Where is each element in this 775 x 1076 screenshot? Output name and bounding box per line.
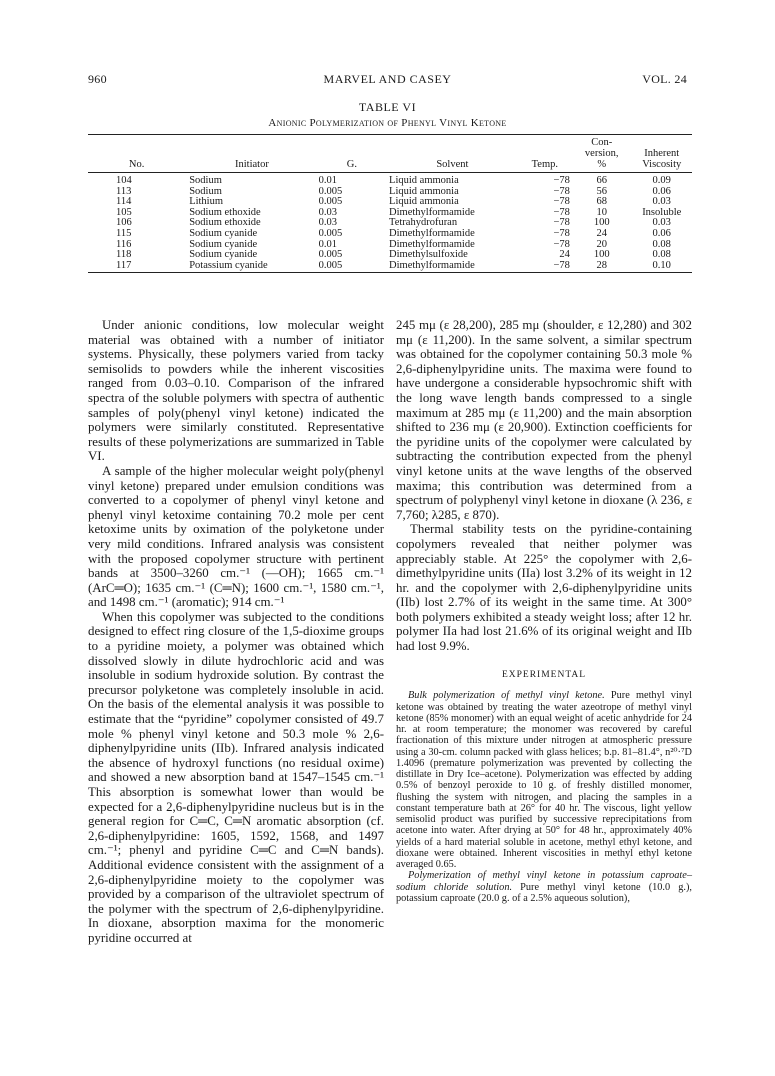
table-row [88,261,692,273]
cell-temp: −78 [553,227,570,239]
cell-solvent: Liquid ammonia [389,196,459,208]
cell-initiator: Sodium cyanide [189,238,258,250]
body-paragraph: Thermal stability tests on the pyridine-containing copolymers revealed that neither polymer was appreciably stable. At 225° the copolymer with 2,6-dimethylpyridine units (IIa) lost 3.2% of its weight in 12 hr. and the copolymer with 2,6-diphenylpyridine units (IIb) lost 2.7% of its weight in the same time. At 300° both polymers exhibited a steady weight loss; after 12 hr. polymer IIa had lost 21.6% of its original weight and IIb had lost 9.9%. [396,522,692,654]
experimental-text: Pure methyl vinyl ketone was obtained by treating the water azeotrope of methyl vinyl ketone (85% monomer) with an equal weight of acetic anhydride for 24 hr. at room temperature; the monomer was recovered by careful fractionation of this mixture under nitrogen at atmospheric pressure using a 30-cm. column packed with glass helices; b.p. 81–81.4°, n²⁰·⁷D 1.4096 (premature polymerization was prevented by collecting the distillate in Dry Ice–acetone). Polymerization was effected by adding 0.5% of benzoyl peroxide to 10 g. of freshly distilled monomer, flushing the system with nitrogen, and placing the samples in a constant temperature bath at 26° for 40 hr. The viscous, light yellow semisolid product was purified by successive reprecipitations from acetone into water. After drying at 50° for 48 hr., approximately 40% yields of a hard material soluble in acetone, methyl ethyl ketone, and dioxane were obtained. Inherent viscosities in methyl ethyl ketone averaged 0.65. [396,690,692,870]
body-paragraph: 245 mμ (ε 28,200), 285 mμ (shoulder, ε 12,280) and 302 mμ (ε 11,200). In the same solvent, a similar spectrum was obtained for the copolymer containing 50.3 mole % 2,6-diphenylpyridine units. The maxima were found to have undergone a considerable hypsochromic shift with the long wave length bands compressed to a single maximum at 285 mμ (ε 11,200) and the main absorption shifted to 236 mμ (ε 20,900). Extinction coefficients for the pyridine units of the copolymer were calculated by subtracting the contribution expected from the phenyl vinyl ketone units at the wave lengths of the observed maxima; this contribution was determined from a spectrum of polyphenyl vinyl ketone in dioxane (λ 236, ε 7,760; λ285, ε 870). [396,318,692,522]
table-row [88,173,692,187]
cell-initiator: Sodium [189,175,222,186]
table-header-row [88,135,692,173]
cell-no: 105 [116,206,132,218]
body-paragraph: When this copolymer was subjected to the conditions designed to effect ring closure of the 1,5-dioxime groups to a pyridine moiety, a polymer was obtained which dissolved slowly in dilute hydrochloric acid and was insoluble in sodium hydroxide solution. By contrast the precursor polyketone was completely insoluble in acid. On the basis of the elemental analysis it was possible to estimate that the “pyridine” copolymer consisted of 49.7 mole % phenyl vinyl ketone and 50.3 mole % 2,6-diphenylpyridine units (IIb). Infrared analysis indicated the absence of hydroxyl functions (no residual oxime) and showed a new absorption band at 1547–1545 cm.⁻¹ This absorption is somewhat lower than would be expected for a 2,6-diphenylpyridine nucleus but is in the general region for C═C, C═N aromatic absorption (cf. 2,6-diphenylpyridine: 1605, 1592, 1568, and 1497 cm.⁻¹; phenyl and pyridine C═C and C═N bands). Additional evidence consistent with the assignment of a 2,6-diphenylpyridine moiety to the copolymer was provided by a comparison of the ultraviolet spectrum of the polymer with the spectrum of 2,6-diphenylpyridine. In dioxane, absorption maxima for the monomeric pyridine occurred at [88,609,384,945]
experimental-section [396,690,692,904]
cell-viscosity: 0.10 [631,261,692,273]
header-viscosity-line2: Viscosity [642,159,682,170]
experimental-subheading: Bulk polymerization of methyl vinyl ketone. [408,690,605,702]
section-heading-experimental: EXPERIMENTAL [501,669,587,680]
experimental-text: Pure methyl vinyl ketone (10.0 g.), potassium caproate (20.0 g. of a 2.5% aqueous solution), [396,881,692,904]
cell-conversion: 100 [593,249,610,261]
cell-grams: 0.005 [318,227,343,239]
cell-grams: 0.03 [318,217,338,229]
cell-grams: 0.005 [318,196,343,208]
cell-grams: 0.005 [318,249,343,261]
header-solvent: Solvent [387,135,518,173]
cell-viscosity: Insoluble [642,206,682,218]
cell-solvent: Dimethylformamide [389,238,475,250]
cell-conversion: 20 [596,238,607,250]
page-number: 960 [88,72,107,86]
cell-no: 114 [116,196,132,208]
table-body [88,173,692,273]
cell-conversion: 56 [596,185,607,197]
cell-viscosity: 0.06 [652,185,671,197]
table-label: TABLE VI [358,100,417,114]
table-caption: Anionic Polymerization of Phenyl Vinyl Ketone [268,117,507,129]
body-paragraph: Under anionic conditions, low molecular weight material was obtained with a number of initiator systems. Physically, these polymers varied from tacky semisolids to powders while the inherent viscosities ranged from 0.03–0.10. Comparison of the infrared spectra of the soluble polymers with spectra of authentic samples of poly(phenyl vinyl ketone) indicated the polymers were similarly constituted. Representative results of these polymerizations are summarized in Table VI. [88,318,384,464]
cell-conversion: 24 [596,227,607,239]
cell-viscosity: 0.03 [652,196,671,208]
header-initiator: Initiator [187,135,316,173]
cell-temp: −78 [553,217,570,229]
left-column [88,318,384,946]
running-head [88,72,687,88]
experimental-paragraph [396,870,692,904]
header-temp: Temp. [518,135,572,173]
cell-no: 116 [116,238,132,250]
cell-no: 118 [116,249,132,261]
cell-temp: 24 [559,249,570,261]
table-row [88,229,692,240]
cell-temp: −78 [553,175,570,186]
right-column [396,318,692,904]
cell-solvent: Dimethylformamide [387,261,518,273]
cell-conversion: 68 [596,196,607,208]
cell-solvent: Dimethylformamide [389,206,475,218]
cell-temp: −78 [553,238,570,250]
cell-no: 106 [116,217,132,229]
header-viscosity-line1: Inherent [644,148,680,159]
experimental-subheading: Polymerization of methyl vinyl ketone in potassium caproate–sodium chloride solution. [396,870,692,893]
body-paragraph: A sample of the higher molecular weight poly(phenyl vinyl ketone) prepared under emulsion conditions was converted to a copolymer of phenyl vinyl ketone and phenyl vinyl ketoxime containing 70.2 mole per cent ketoxime units by oximation of the polyketone under very mild conditions. Infrared analysis was consistent with the proposed copolymer structure with pertinent bands at 3500–3260 cm.⁻¹ (—OH); 1665 cm.⁻¹ (ArC═O); 1635 cm.⁻¹ (C═N); 1600 cm.⁻¹, 1580 cm.⁻¹, and 1498 cm.⁻¹ (aromatic); 914 cm.⁻¹ [88,463,384,610]
cell-solvent: Tetrahydrofuran [389,217,458,229]
cell-conversion: 28 [572,261,632,273]
cell-solvent: Dimethylsulfoxide [389,249,468,261]
cell-temp: −78 [518,261,572,273]
cell-grams: 0.005 [317,261,387,273]
cell-temp: −78 [553,196,570,208]
running-head-authors: MARVEL AND CASEY [323,72,452,86]
header-no: No. [88,135,187,173]
header-conversion-line2: version, [584,148,619,159]
header-viscosity [631,135,692,173]
cell-initiator: Sodium cyanide [189,227,258,239]
cell-grams: 0.005 [318,185,343,197]
cell-viscosity: 0.09 [652,175,671,186]
header-conversion-line1: Con- [591,137,613,148]
cell-no: 115 [116,227,132,239]
cell-viscosity: 0.03 [652,217,671,229]
cell-conversion: 10 [596,206,607,218]
experimental-paragraph [396,690,692,870]
cell-initiator: Sodium ethoxide [189,217,261,229]
cell-temp: −78 [553,206,570,218]
cell-temp: −78 [553,185,570,197]
cell-no: 117 [88,261,187,273]
cell-solvent: Liquid ammonia [389,185,459,197]
cell-no: 113 [116,185,132,197]
volume-number: VOL. 24 [642,72,687,86]
cell-viscosity: 0.06 [652,227,671,239]
cell-conversion: 100 [593,217,610,229]
cell-no: 104 [116,175,132,186]
header-grams: G. [317,135,387,173]
cell-viscosity: 0.08 [652,249,671,261]
cell-initiator: Sodium [189,185,222,197]
cell-initiator: Lithium [189,196,224,208]
cell-conversion: 66 [596,175,607,186]
cell-initiator: Sodium ethoxide [189,206,261,218]
header-conversion [572,135,632,173]
cell-viscosity: 0.08 [652,238,671,250]
cell-grams: 0.01 [318,175,338,186]
polymerization-table [88,134,692,273]
cell-grams: 0.03 [318,206,338,218]
header-conversion-line3: % [597,159,607,170]
cell-grams: 0.01 [318,238,338,250]
cell-initiator: Sodium cyanide [189,249,258,261]
cell-solvent: Liquid ammonia [389,175,459,186]
cell-solvent: Dimethylformamide [389,227,475,239]
cell-initiator: Potassium cyanide [187,261,316,273]
